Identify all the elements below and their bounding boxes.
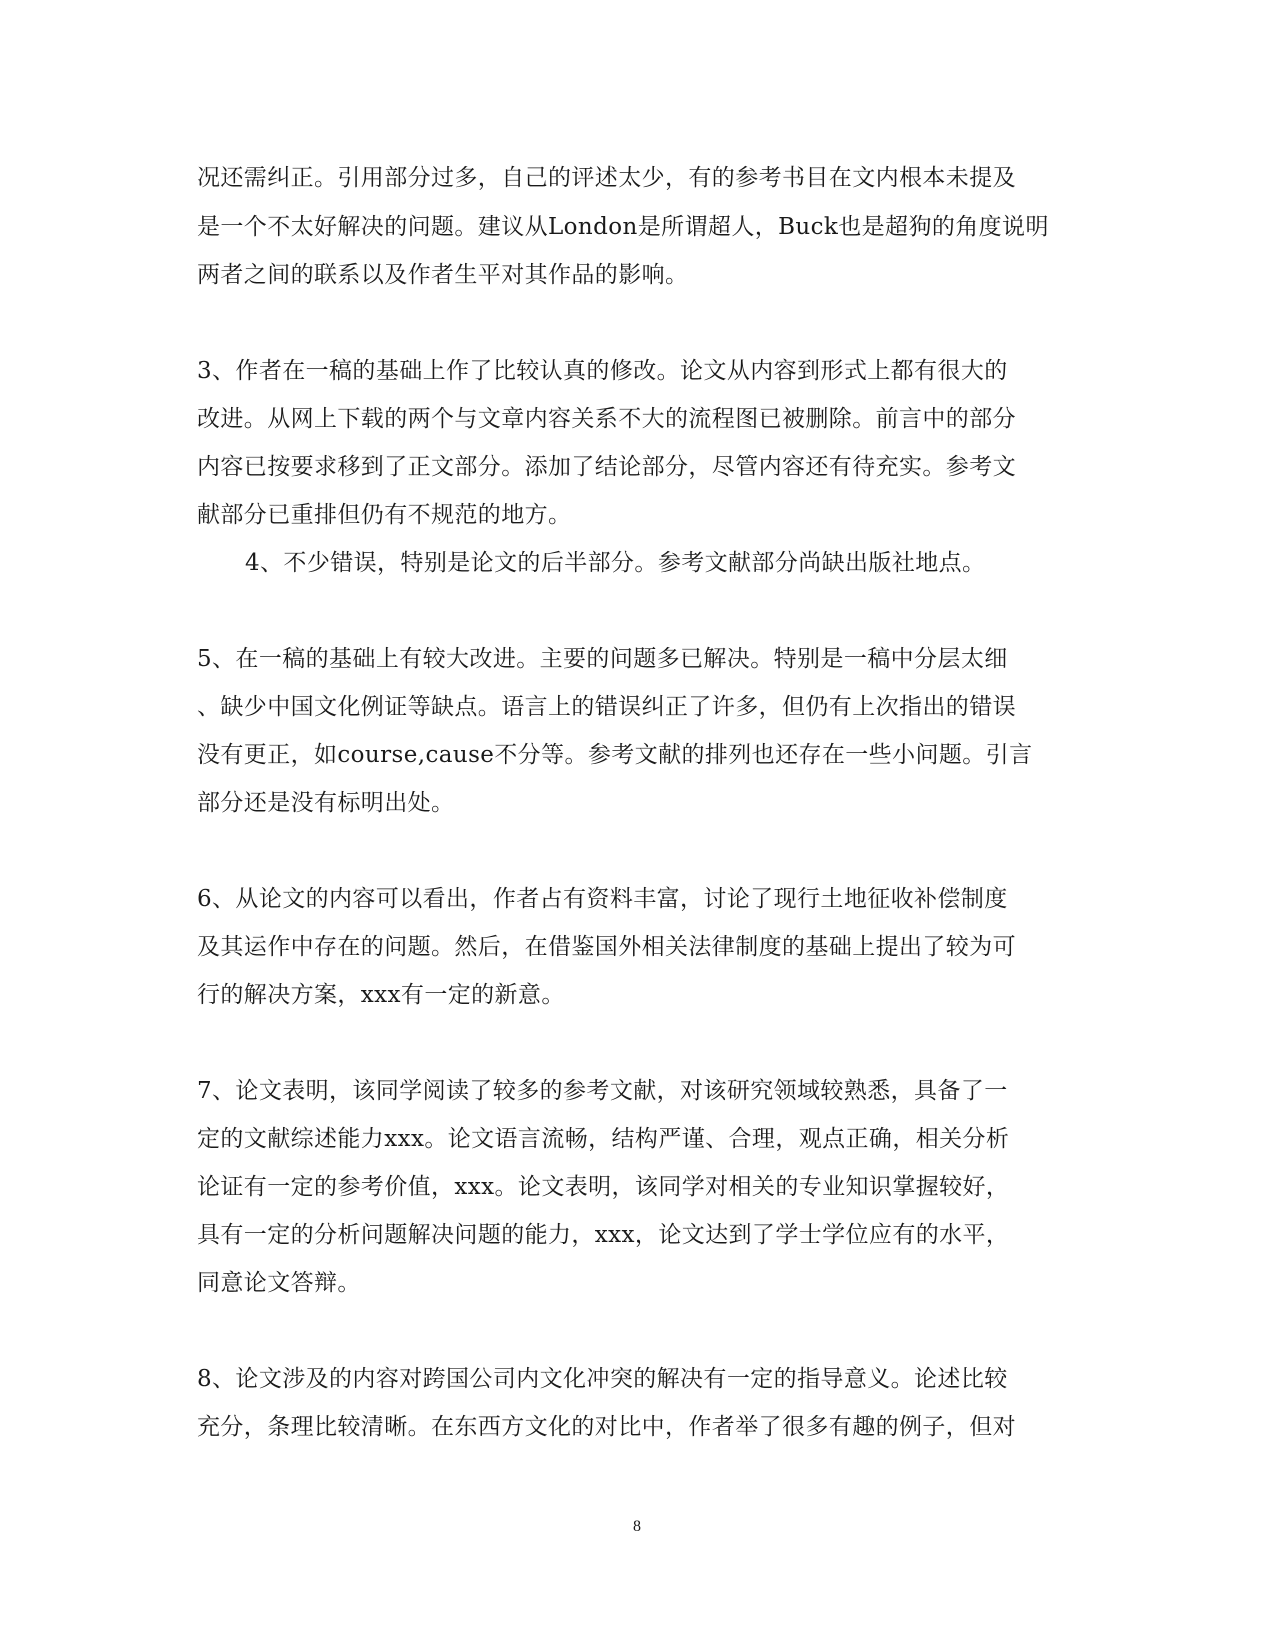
text-line: 是一个不太好解决的问题。建议从London是所谓超人，Buck也是超狗的角度说明 [197,214,1049,240]
text-line: 7、论文表明，该同学阅读了较多的参考文献，对该研究领域较熟悉，具备了一 [197,1078,1008,1104]
text-line: 两者之间的联系以及作者生平对其作品的影响。 [197,262,689,288]
text-line: 8、论文涉及的内容对跨国公司内文化冲突的解决有一定的指导意义。论述比较 [197,1366,1008,1392]
text-line: 行的解决方案，xxx有一定的新意。 [197,982,565,1008]
text-line: 6、从论文的内容可以看出，作者占有资料丰富，讨论了现行土地征收补偿制度 [197,886,1008,912]
text-line: 同意论文答辩。 [197,1270,361,1296]
text-line: 4、不少错误，特别是论文的后半部分。参考文献部分尚缺出版社地点。 [245,550,986,576]
text-line: 部分还是没有标明出处。 [197,790,455,816]
text-line: 内容已按要求移到了正文部分。添加了结论部分，尽管内容还有待充实。参考文 [197,454,1016,480]
text-line: 5、在一稿的基础上有较大改进。主要的问题多已解决。特别是一稿中分层太细 [197,646,1008,672]
text-line: 具有一定的分析问题解决问题的能力，xxx，论文达到了学士学位应有的水平， [197,1222,1010,1248]
text-line: 充分，条理比较清晰。在东西方文化的对比中，作者举了很多有趣的例子，但对 [197,1414,1016,1440]
text-line: 3、作者在一稿的基础上作了比较认真的修改。论文从内容到形式上都有很大的 [197,358,1008,384]
text-line: 况还需纠正。引用部分过多，自己的评述太少，有的参考书目在文内根本未提及 [197,165,1016,191]
text-line: 没有更正，如course,cause不分等。参考文献的排列也还存在一些小问题。引言 [197,742,1033,768]
text-line: 、缺少中国文化例证等缺点。语言上的错误纠正了许多，但仍有上次指出的错误 [197,694,1016,720]
page-number: 8 [633,1518,641,1535]
text-line: 定的文献综述能力xxx。论文语言流畅，结构严谨、合理，观点正确，相关分析 [197,1126,1010,1152]
text-line: 论证有一定的参考价值，xxx。论文表明，该同学对相关的专业知识掌握较好， [197,1174,1010,1200]
text-line: 献部分已重排但仍有不规范的地方。 [197,502,572,528]
text-line: 改进。从网上下载的两个与文章内容关系不大的流程图已被删除。前言中的部分 [197,406,1016,432]
text-line: 及其运作中存在的问题。然后，在借鉴国外相关法律制度的基础上提出了较为可 [197,934,1016,960]
